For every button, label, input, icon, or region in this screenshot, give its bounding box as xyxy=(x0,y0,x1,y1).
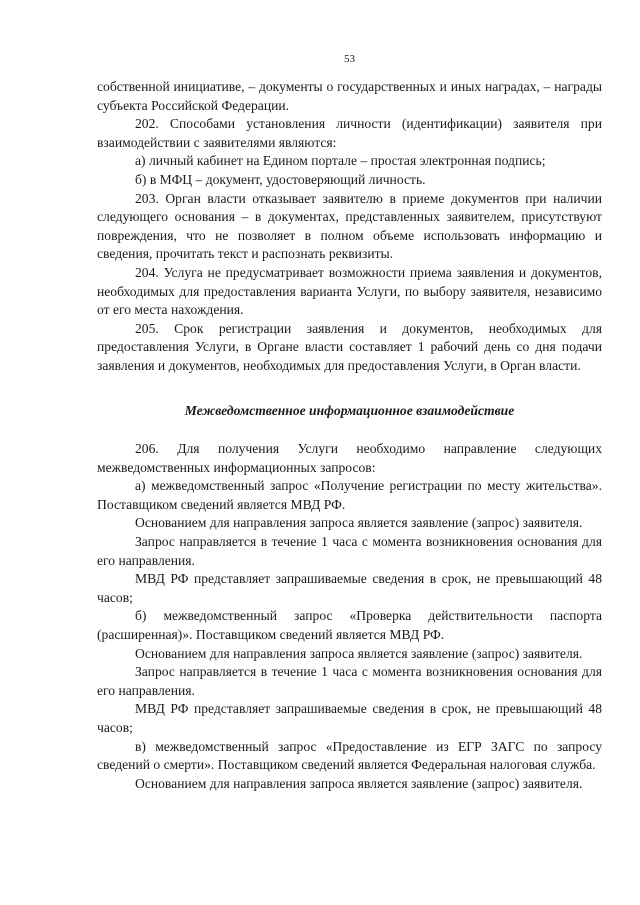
paragraph: собственной инициативе, – документы о государственных и иных наградах, – награды субъекта Российской Федерации. xyxy=(97,79,602,113)
paragraph: 205. Срок регистрации заявления и документов, необходимых для предоставления Услуги, в Органе власти составляет 1 рабочий день со дня подачи заявления и документов, необходимых для предоставления Услуги, в Орган власти. xyxy=(97,320,602,373)
paragraph: Основанием для направления запроса является заявление (запрос) заявителя. xyxy=(135,775,583,791)
paragraph: Запрос направляется в течение 1 часа с момента возникновения основания для его направления. xyxy=(97,534,602,568)
paragraph: МВД РФ представляет запрашиваемые сведения в срок, не превышающий 48 часов; xyxy=(97,571,602,605)
page-number: 53 xyxy=(344,53,355,65)
paragraph: Основанием для направления запроса является заявление (запрос) заявителя. xyxy=(135,515,583,531)
paragraph: 203. Орган власти отказывает заявителю в приеме документов при наличии следующего основания – в документах, представленных заявителем, присутствуют повреждения, что не позволяет в полном объеме использовать информацию и сведения, прочитать текст и распознать реквизиты. xyxy=(97,190,602,262)
paragraph: Запрос направляется в течение 1 часа с момента возникновения основания для его направления. xyxy=(97,664,602,698)
paragraph: в) межведомственный запрос «Предоставление из ЕГР ЗАГС по запросу сведений о смерти». Поставщиком сведений является Федеральная налоговая служба. xyxy=(97,738,602,773)
section-title: Межведомственное информационное взаимодействие xyxy=(184,402,515,418)
paragraph: 206. Для получения Услуги необходимо направление следующих межведомственных информационных запросов: xyxy=(97,441,602,475)
paragraph: б) в МФЦ – документ, удостоверяющий личность. xyxy=(135,171,426,187)
paragraph: 204. Услуга не предусматривает возможности приема заявления и документов, необходимых для предоставления варианта Услуги, по выбору заявителя, независимо от его места нахождения. xyxy=(97,264,602,318)
paragraphs-top xyxy=(97,78,602,376)
paragraph: МВД РФ представляет запрашиваемые сведения в срок, не превышающий 48 часов; xyxy=(97,701,602,735)
paragraph: а) межведомственный запрос «Получение регистрации по месту жительства». Поставщиком сведений является МВД РФ. xyxy=(97,478,602,512)
paragraph: а) личный кабинет на Едином портале – простая электронная подпись; xyxy=(135,153,546,169)
paragraphs-bottom xyxy=(97,440,602,793)
paragraph: Основанием для направления запроса является заявление (запрос) заявителя. xyxy=(135,645,583,661)
paragraph: б) межведомственный запрос «Проверка действительности паспорта (расширенная)». Поставщиком сведений является МВД РФ. xyxy=(97,608,602,643)
paragraph: 202. Способами установления личности (идентификации) заявителя при взаимодействии с заявителями являются: xyxy=(97,116,602,150)
